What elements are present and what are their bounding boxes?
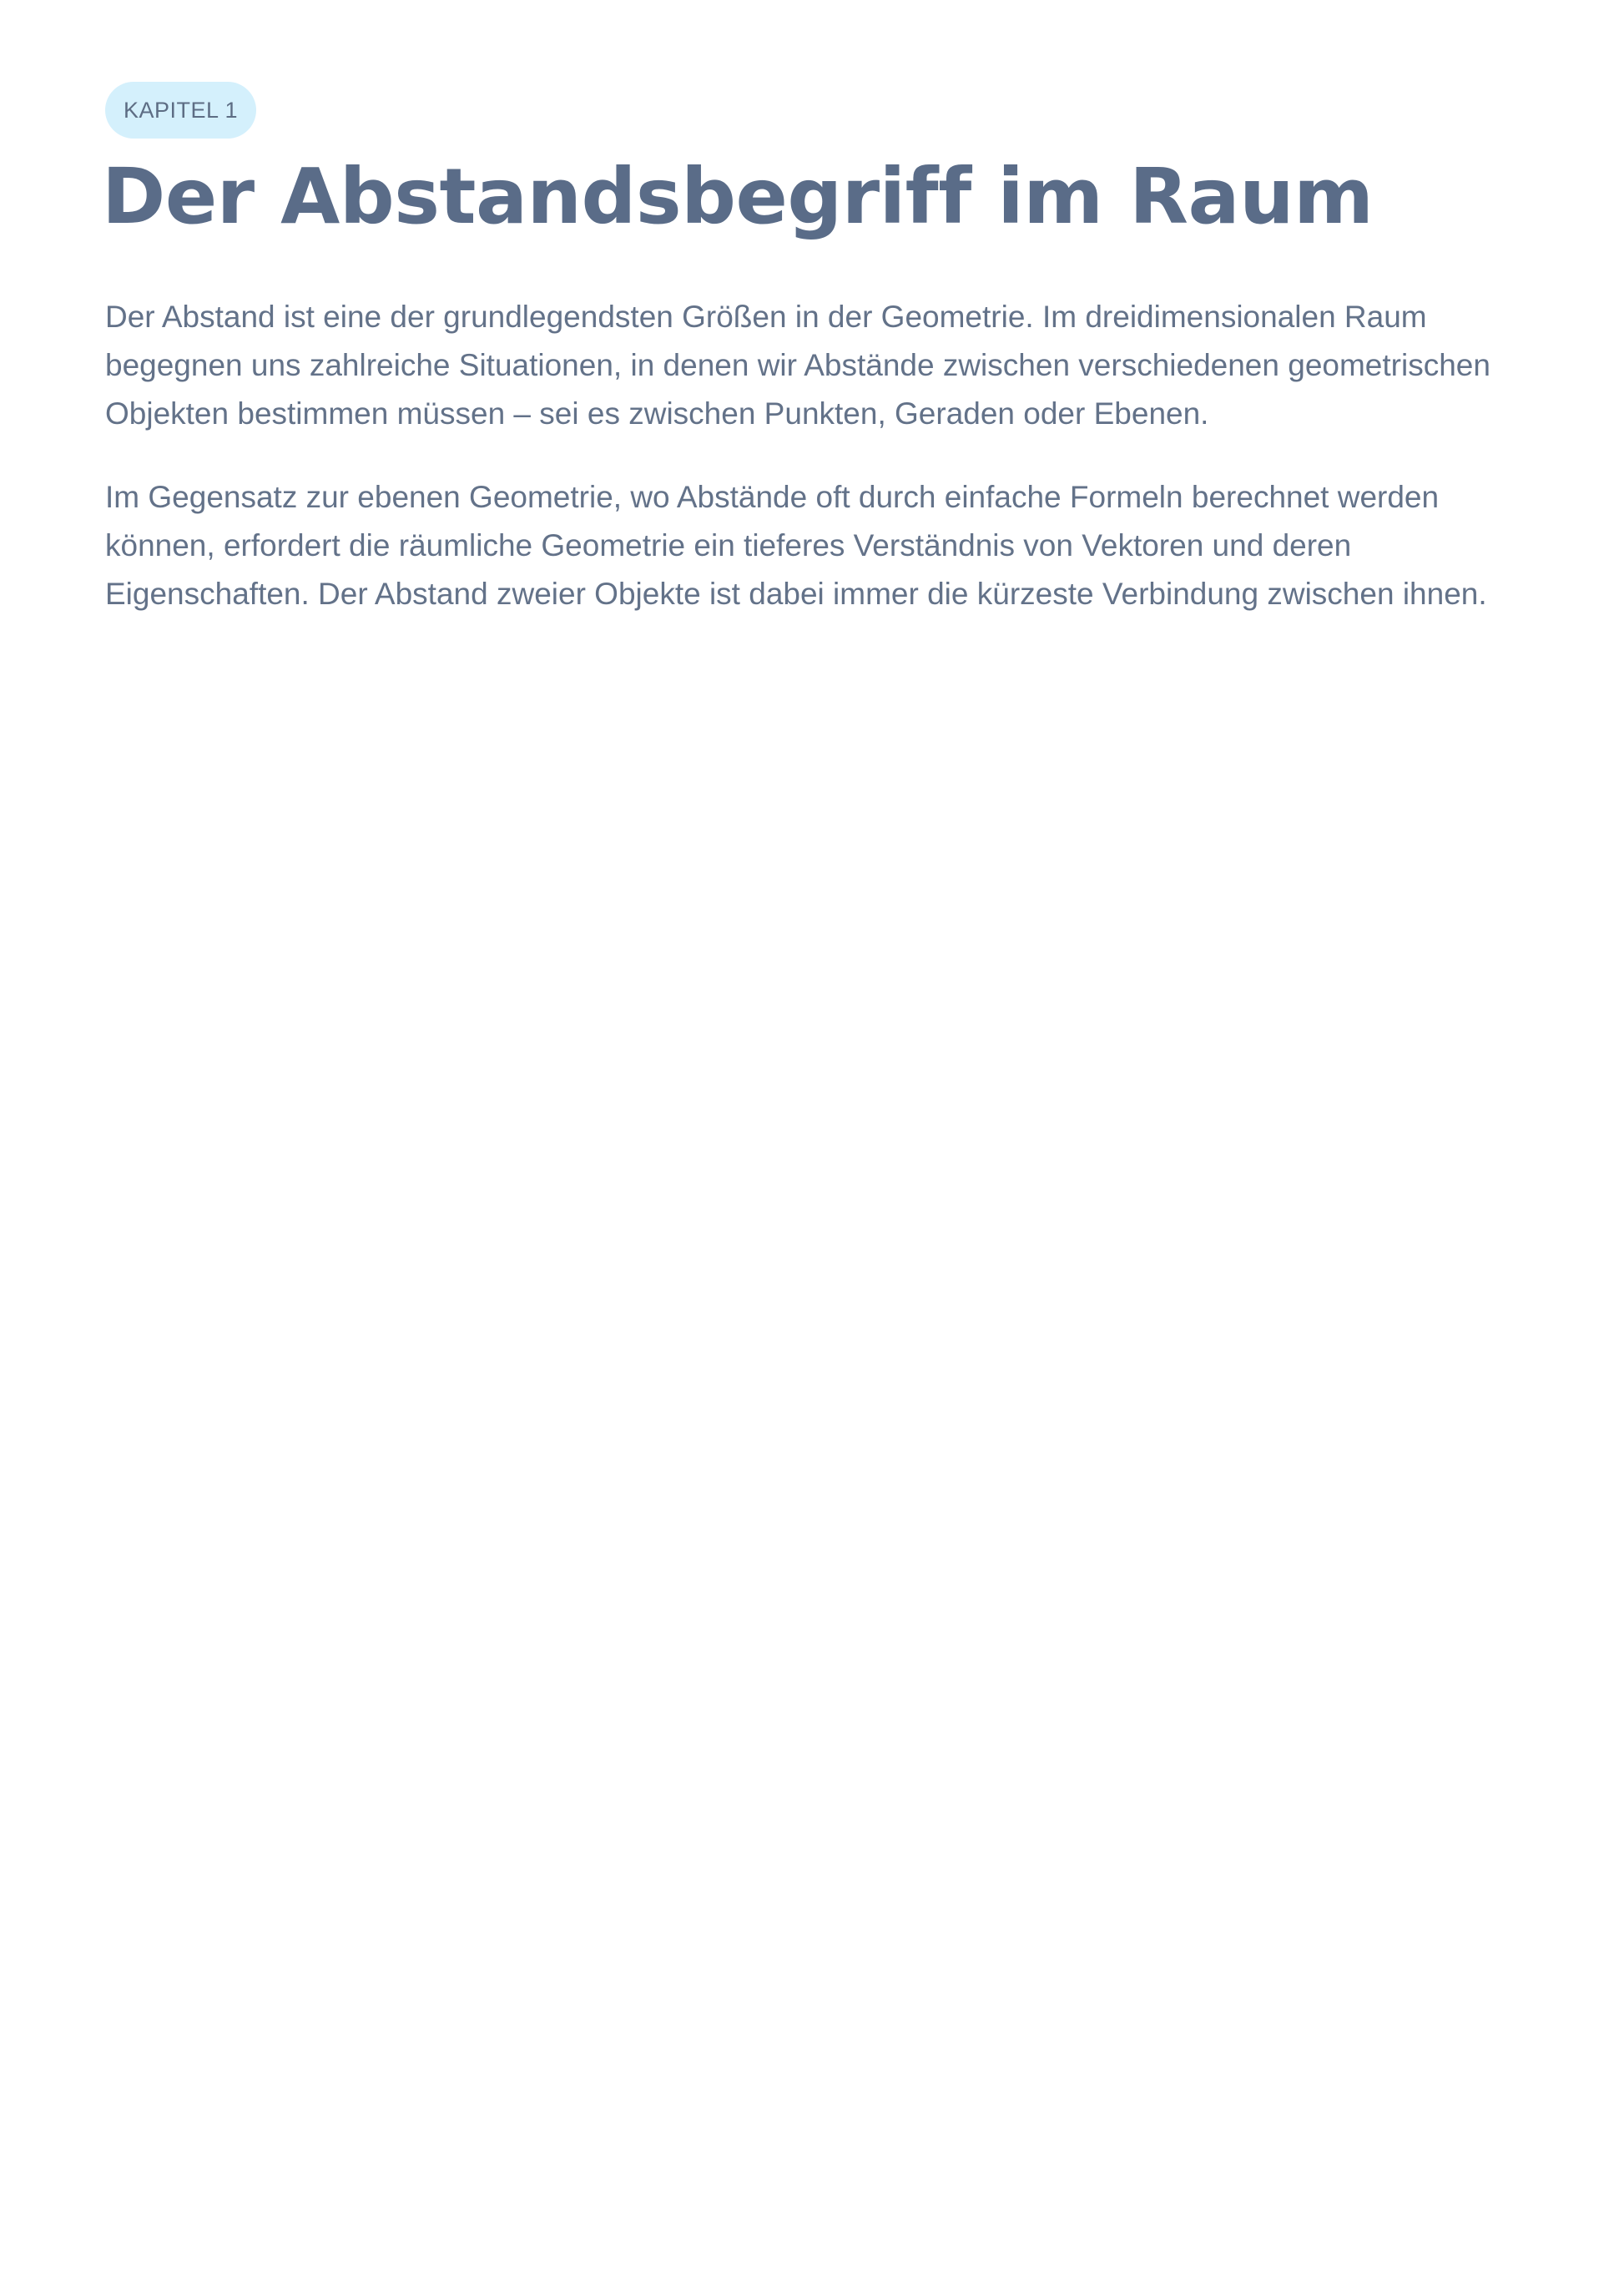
intro-paragraph: Der Abstand ist eine der grundlegendsten Größen in der Geometrie. Im dreidimensionalen Raum begegnen uns zahlreiche Situationen, in denen wir Abstände zwischen verschiedenen geometrischen Objekten bestimmen müssen – sei es zwischen Punkten, Geraden oder Ebenen.: [105, 300, 1490, 431]
chapter-badge: KAPITEL 1: [105, 82, 256, 139]
body-paragraph: Im Gegensatz zur ebenen Geometrie, wo Abstände oft durch einfache Formeln berechnet werden können, erfordert die räumliche Geometrie ein tieferes Verständnis von Vektoren und deren Eigenschaften. Der Abstand zweier Objekte ist dabei immer die kürzeste Verbindung zwischen ihnen.: [105, 480, 1487, 612]
page-title: Der Abstandsbegriff im Raum: [102, 152, 1374, 241]
